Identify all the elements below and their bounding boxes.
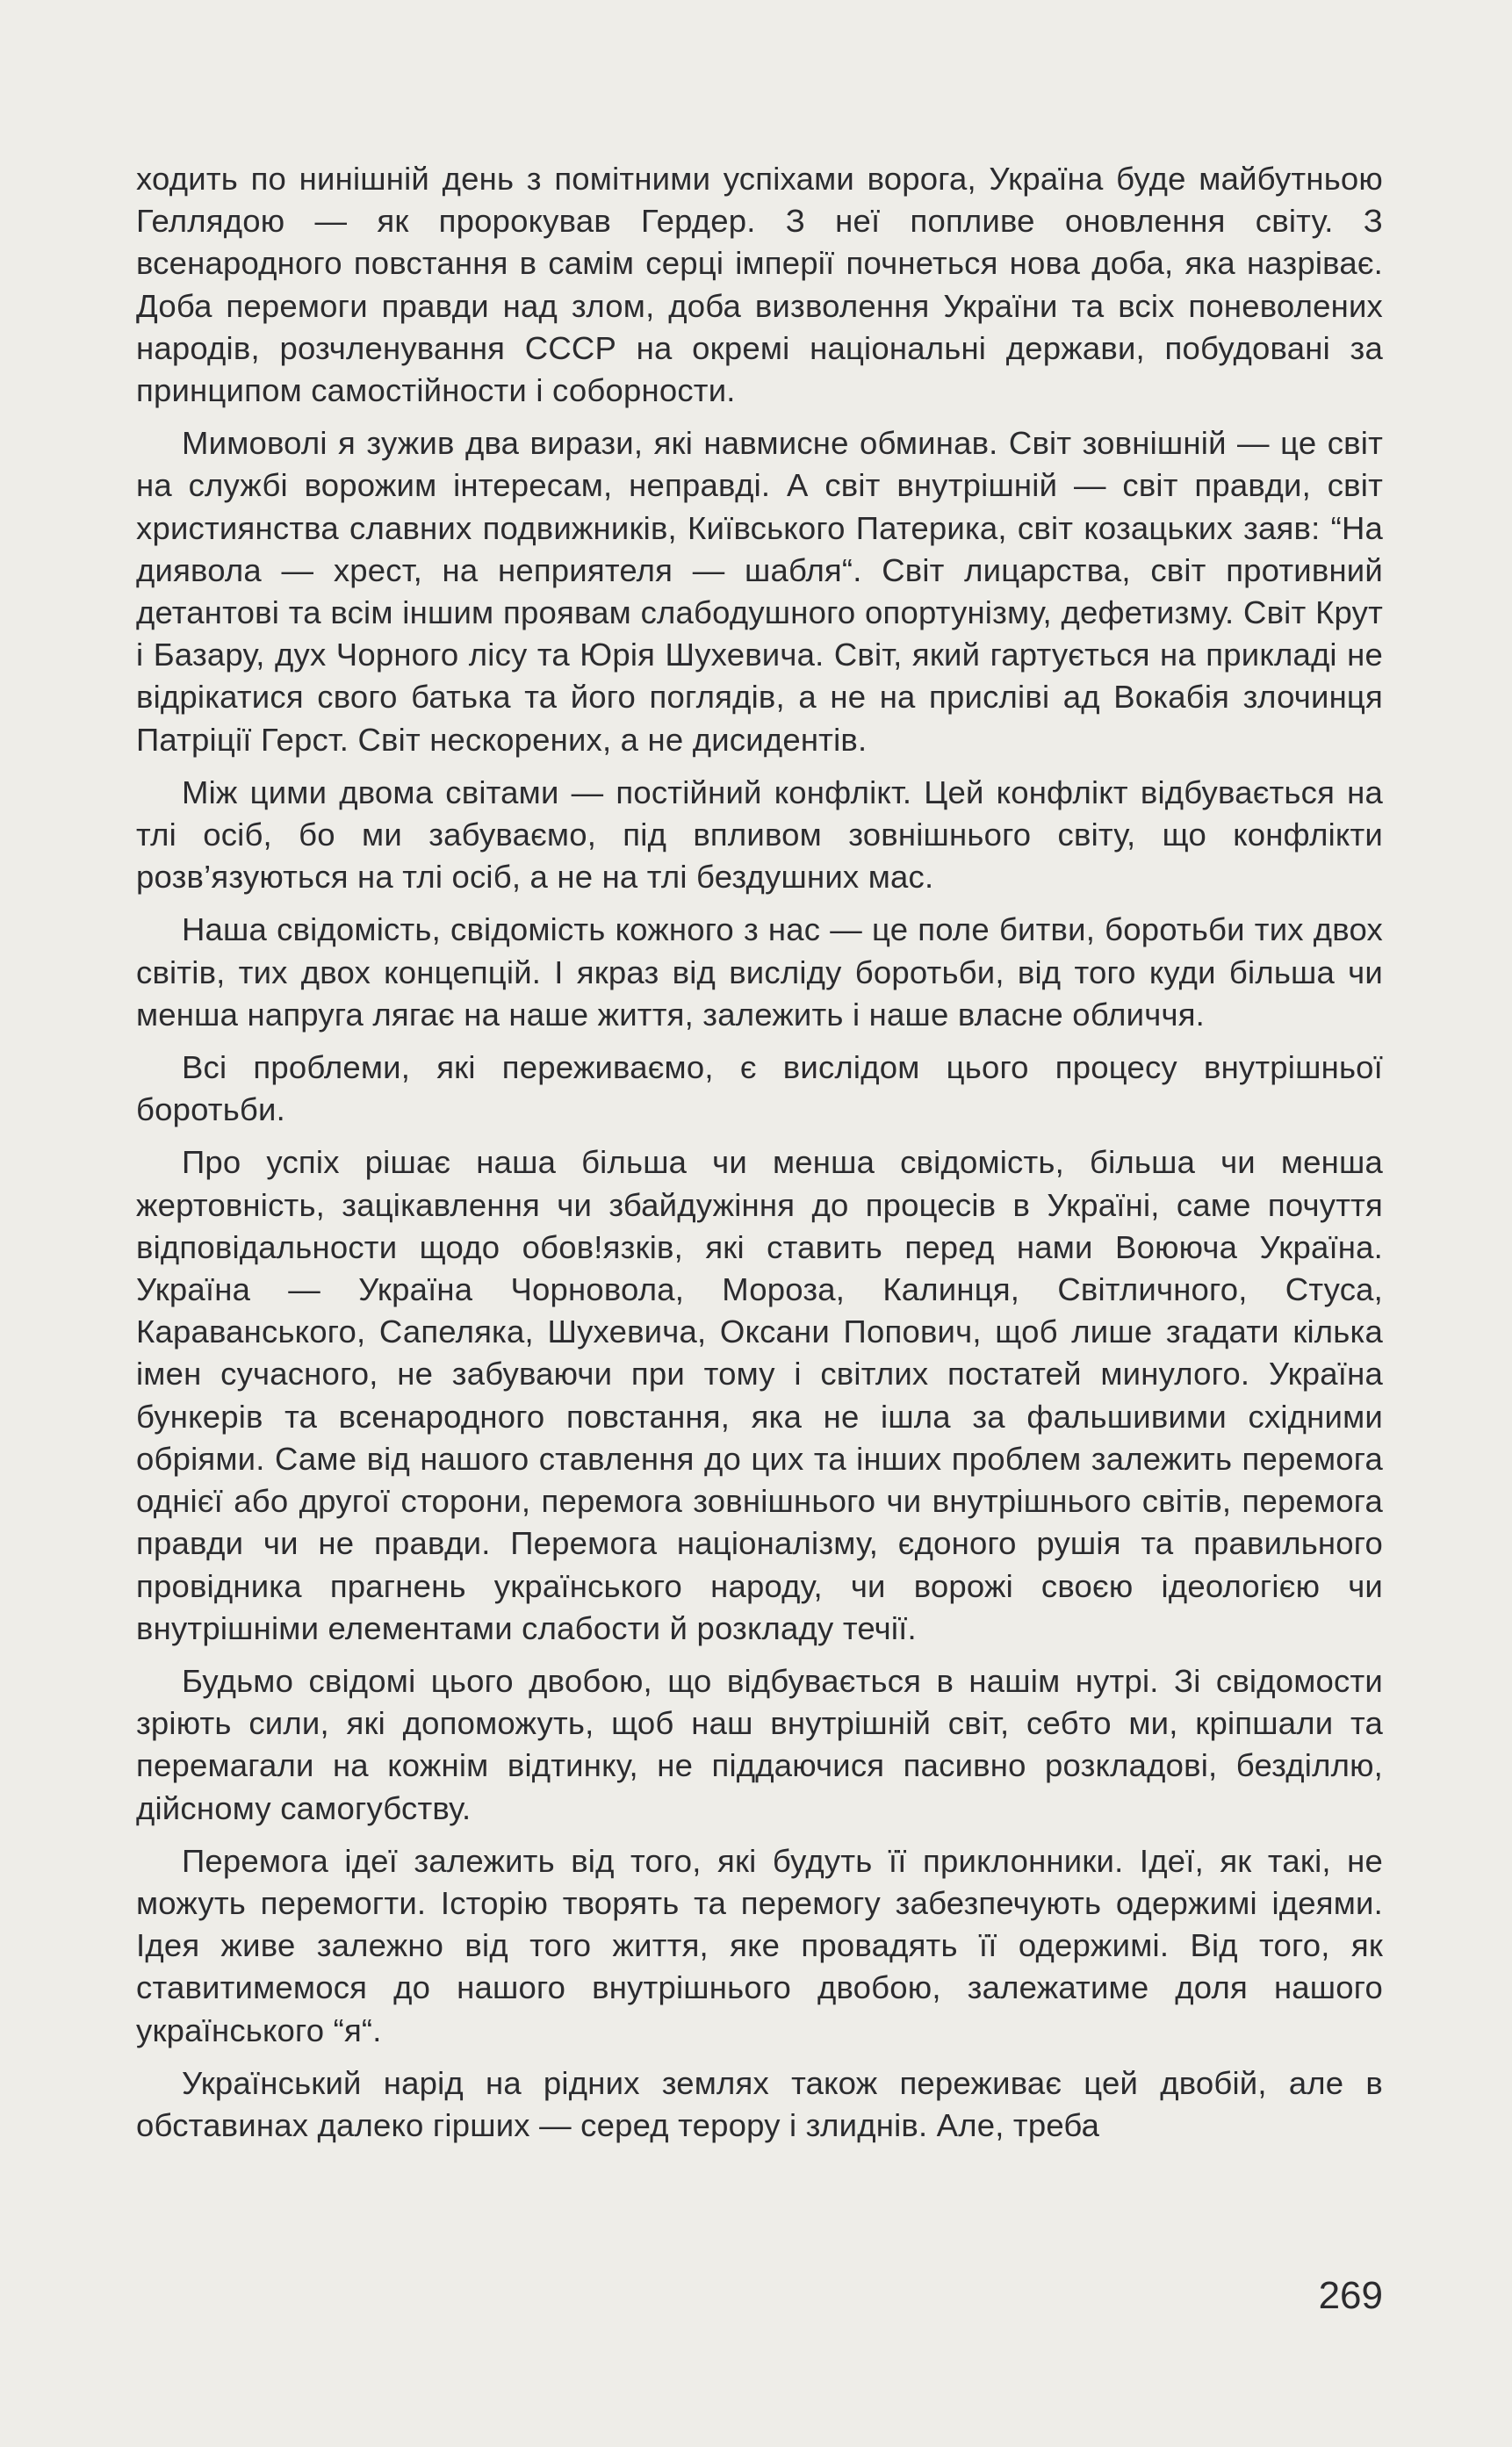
paragraph-6: Про успіх рішає наша більша чи менша свідомість, більша чи менша жертовність, зацікавлення чи збайдужіння до процесів в Україні, саме почуття відповідальности щодо обов!язків, які ставить перед нами Воююча Україна. Україна — Україна Чорновола, Мороза, Калинця, Світличного, Стуса, Караванського, Сапеляка, Шухевича, Оксани Попович, щоб лише згадати кілька імен сучасного, не забуваючи при тому і світлих постатей минулого. Україна бункерів та всенародного повстання, яка не ішла за фальшивими східними обріями. Саме від нашого ставлення до цих та інших проблем залежить перемога однієї або другої сторони, перемога зовнішнього чи внутрішнього світів, перемога правди чи не правди. Перемога націоналізму, єдоного рушія та правильного провідника прагнень українського народу, чи ворожі своєю ідеологією чи внутрішніми елементами слабости й розкладу течії. (136, 1144, 1383, 1646)
paragraph-9: Український нарід на рідних землях також переживає цей двобій, але в обставинах далеко гірших — серед терору і злиднів. Але, треба (136, 2064, 1383, 2143)
paragraph-4: Наша свідомість, свідомість кожного з нас — це поле битви, боротьби тих двох світів, тих двох концепцій. І якраз від висліду боротьби, від того куди більша чи менша напруга лягає на наше життя, залежить і наше власне обличчя. (136, 911, 1383, 1033)
paragraph-3: Між цими двома світами — постійний конфлікт. Цей конфлікт відбувається на тлі осіб, бо ми забуваємо, під впливом зовнішнього світу, що конфлікти розв’язуються на тлі осіб, а не на тлі бездушних мас. (136, 774, 1383, 896)
paragraph-7: Будьмо свідомі цього двобою, що відбувається в нашім нутрі. Зі свідомости зріють сили, які допоможуть, щоб наш внутрішній світ, себто ми, кріпшали та перемагали на кожнім відтинку, не піддаючися пасивно розкладові, безділлю, дійсному самогубству. (136, 1662, 1383, 1826)
page-number: 269 (1318, 2274, 1383, 2317)
body-text (136, 158, 1383, 2157)
paragraph-5: Всі проблеми, які переживаємо, є вислідом цього процесу внутрішньої боротьби. (136, 1049, 1383, 1128)
paragraph-8: Перемога ідеї залежить від того, які будуть її приклонники. Ідеї, як такі, не можуть перемогти. Історію творять та перемогу забезпечують одержимі ідеями. Ідея живе залежно від того життя, яке провадять її одержимі. Від того, як ставитимемося до нашого внутрішнього двобою, залежатиме доля нашого українського “я“. (136, 1842, 1383, 2048)
paragraph-2: Мимоволі я зужив два вирази, які навмисне обминав. Світ зовнішній — це світ на службі ворожим інтересам, неправді. А світ внутрішній — світ правди, світ християнства славних подвижників, Київського Патерика, світ козацьких заяв: “На диявола — хрест, на неприятеля — шабля“. Світ лицарства, світ противний детантові та всім іншим проявам слабодушного опортунізму, дефетизму. Світ Крут і Базару, дух Чорного лісу та Юрія Шухевича. Світ, який гартується на прикладі не відрікатися свого батька та його поглядів, а не на присліві ад Вокабія злочинця Патріції Герст. Світ нескорених, а не дисидентів. (136, 425, 1383, 758)
paragraph-1: ходить по нинішній день з помітними успіхами ворога, Україна буде майбутньою Геллядою — як пророкував Гердер. З неї попливе оновлення світу. З всенародного повстання в самім серці імперії почнеться нова доба, яка назріває. Доба перемоги правди над злом, доба визволення України та всіх поневолених народів, розчленування СССР на окремі національні держави, побудовані за принципом самостійности і соборности. (136, 161, 1383, 409)
